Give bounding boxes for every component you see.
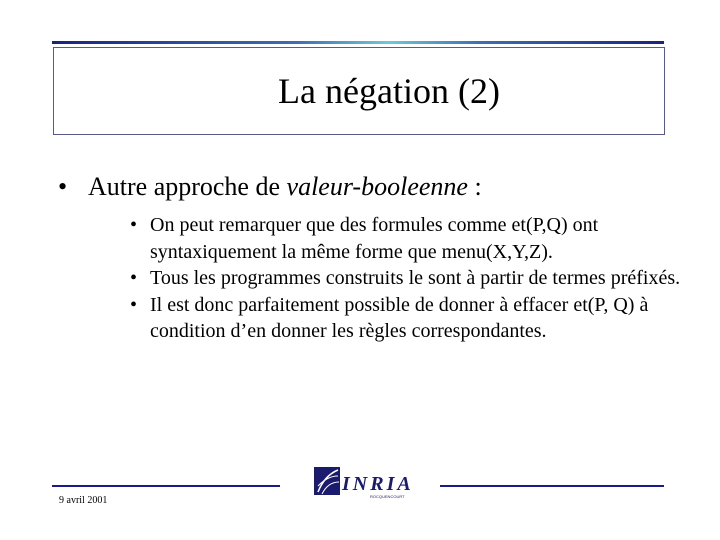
bullet-dot-icon: • [130,267,138,289]
sub-bullet-text: Il est donc parfaitement possible de donner à effacer et(P, Q) à condition d’en donner les règles correspondantes. [150,293,649,342]
sub-bullet [130,292,690,345]
logo-tagline: ROCQUENCOURT [370,494,405,499]
slide-title: La négation (2) [278,71,500,111]
main-bullet-prefix: Autre approche de [88,172,287,201]
sub-bullet-text: On peut remarquer que des formules comme et(P,Q) ont syntaxiquement la même forme que menu(X,Y,Z). [150,214,599,263]
sub-bullet-list [130,212,690,345]
footer-divider-right [440,485,664,487]
title-box [53,47,665,135]
sub-bullet [130,212,690,265]
sub-bullet-text: Tous les programmes construits le sont à partir de termes préfixés. [150,267,681,289]
main-bullet [58,172,482,202]
inria-logo [312,464,424,500]
bullet-dot-icon: • [130,293,138,316]
main-bullet-suffix: : [467,172,482,201]
bullet-dot-icon: • [58,172,68,201]
main-bullet-emphasis: valeur-booleenne [286,172,468,201]
sub-bullet [130,265,690,292]
logo-wordmark: INRIA [342,473,414,495]
footer-divider-left [52,485,280,487]
footer-date: 9 avril 2001 [59,495,108,506]
inria-logo-icon [312,464,424,500]
bullet-dot-icon: • [130,214,138,236]
top-divider [52,41,664,44]
